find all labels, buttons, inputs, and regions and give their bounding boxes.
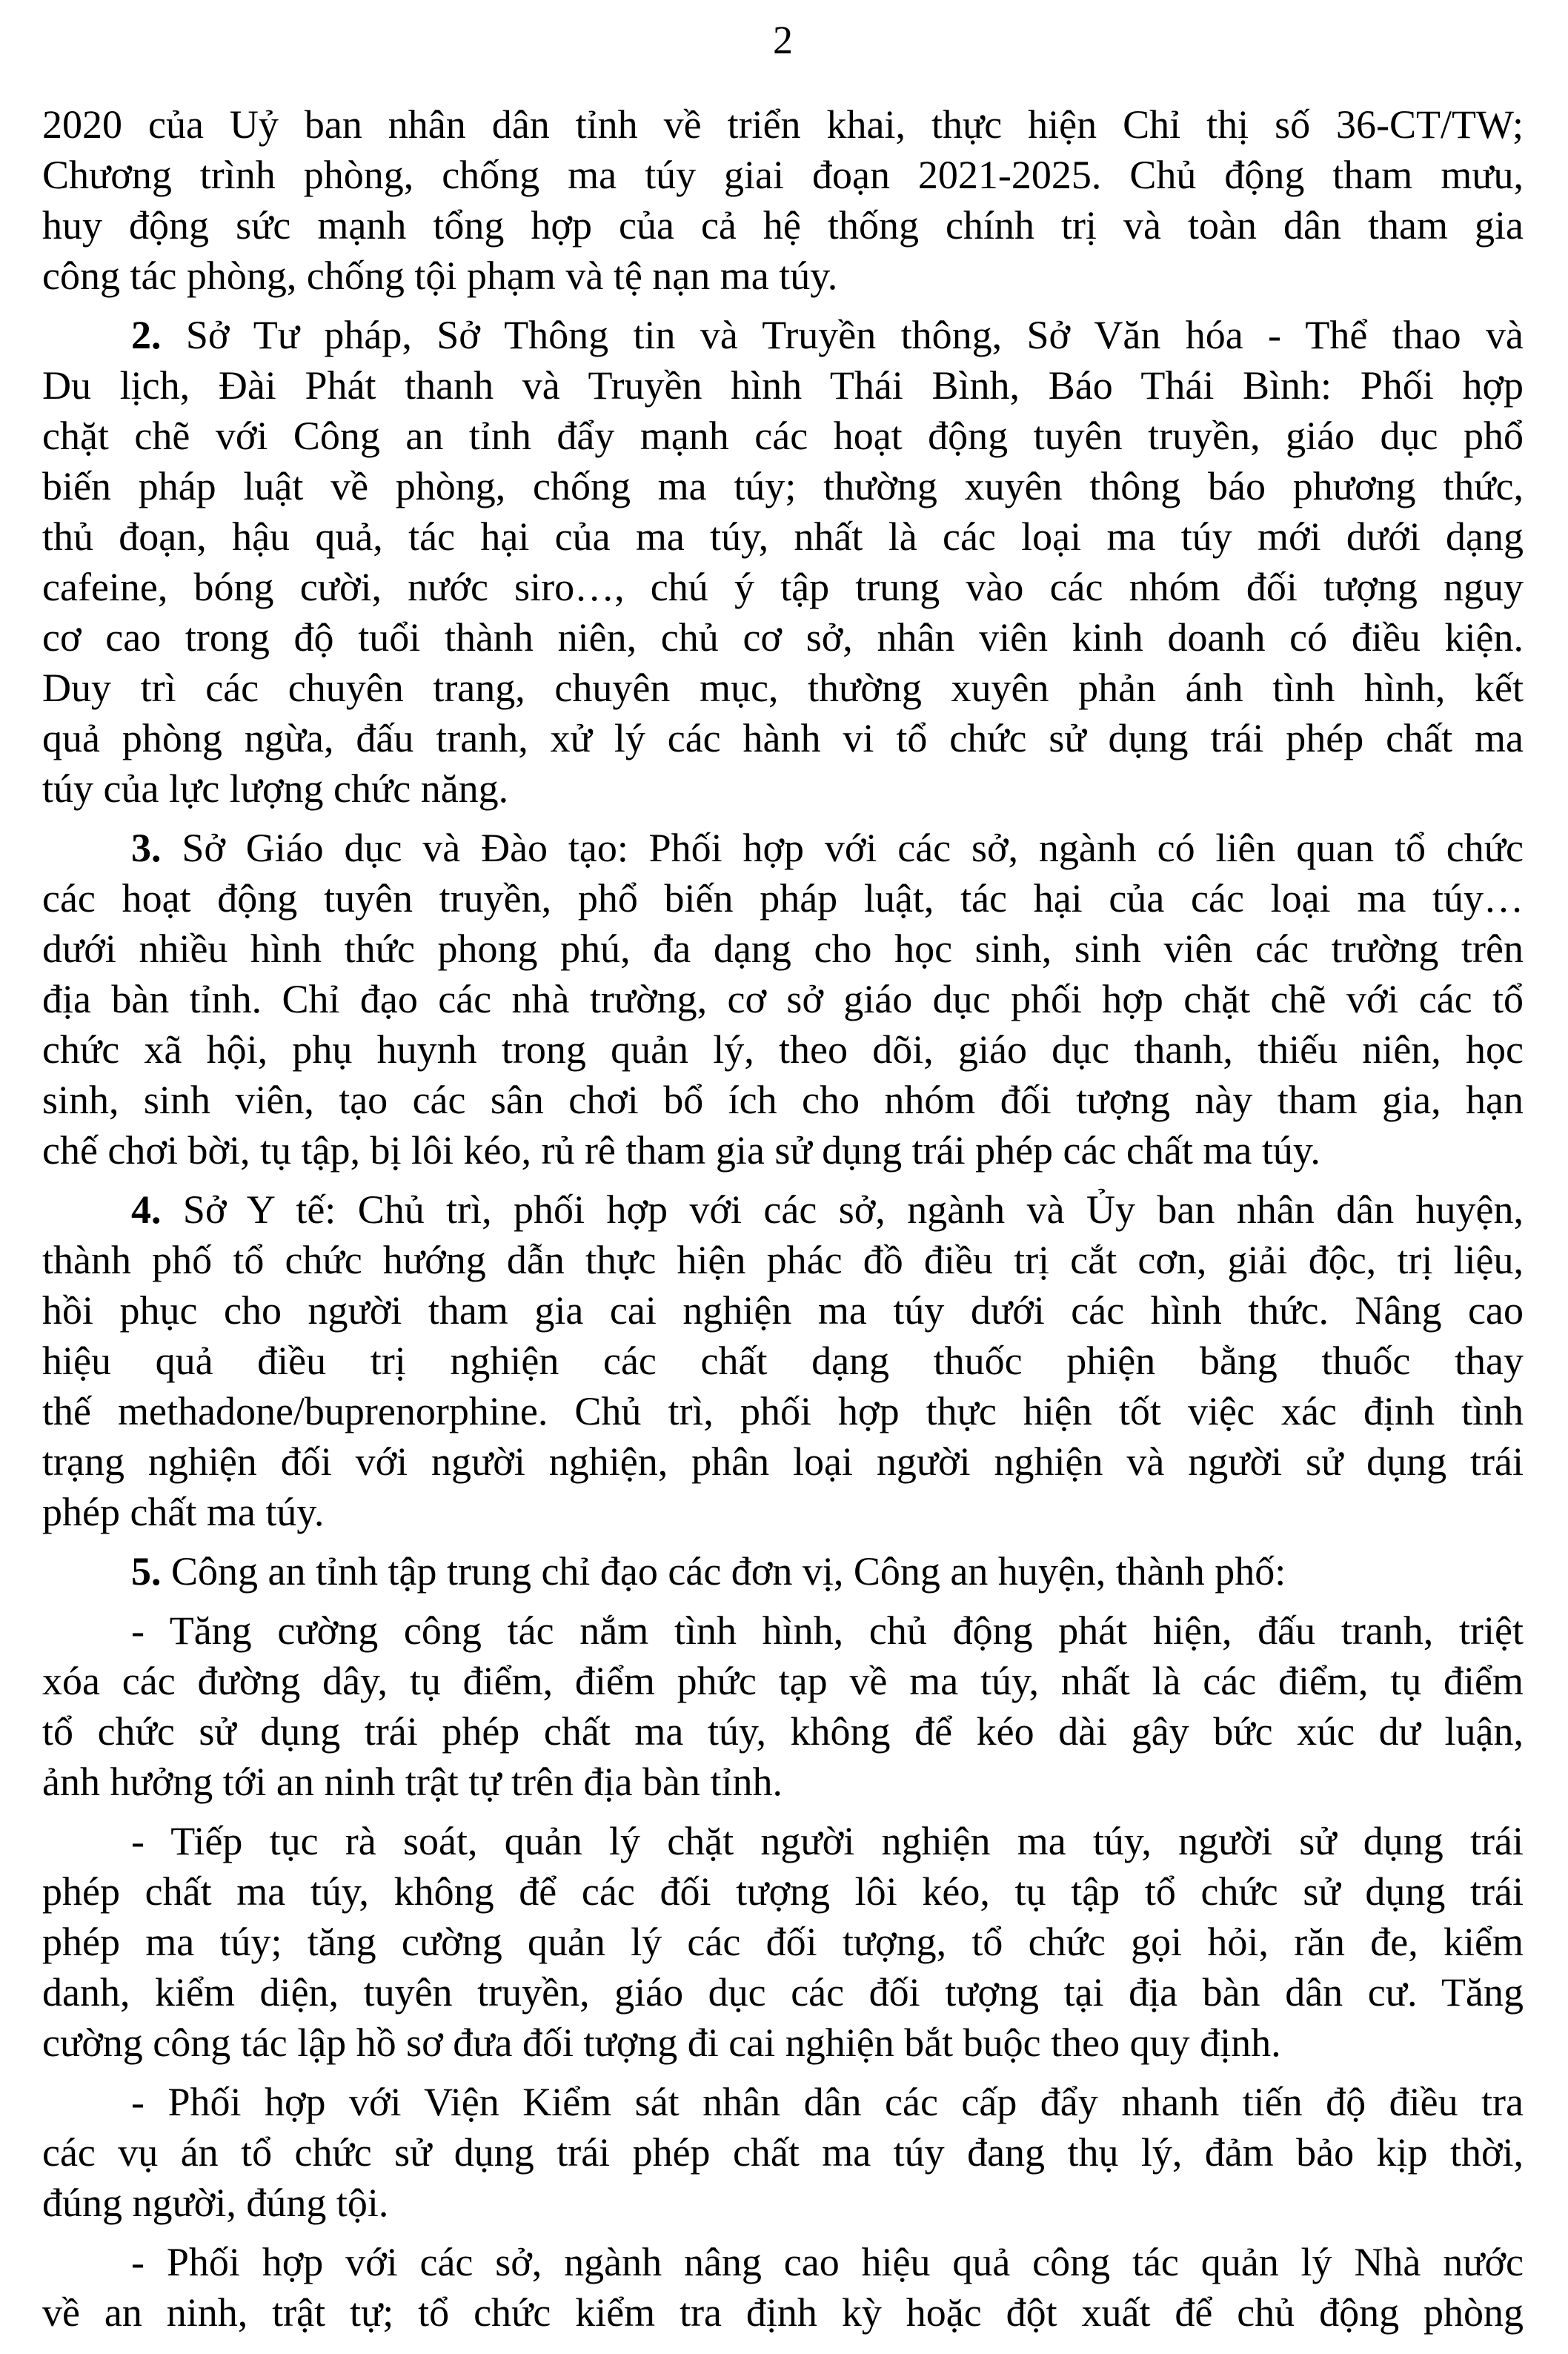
text-line: - Tiếp tục rà soát, quản lý chặt người nghiện ma túy, người sử dụng trái — [131, 1819, 1524, 1863]
text-line: quả phòng ngừa, đấu tranh, xử lý các hành vi tổ chức sử dụng trái phép chất ma — [42, 716, 1524, 760]
section-number: 4. — [131, 1187, 162, 1232]
text-line: thế methadone/buprenorphine. Chủ trì, phối hợp thực hiện tốt việc xác định tình — [42, 1389, 1524, 1433]
text-line: trạng nghiện đối với người nghiện, phân loại người nghiện và người sử dụng trái — [42, 1439, 1524, 1484]
text-line: chức xã hội, phụ huynh trong quản lý, theo dõi, giáo dục thanh, thiếu niên, học — [42, 1027, 1524, 1072]
text-line: phép chất ma túy. — [42, 1490, 325, 1534]
text-line: các hoạt động tuyên truyền, phổ biến pháp luật, tác hại của các loại ma túy… — [42, 876, 1524, 921]
text-line: địa bàn tỉnh. Chỉ đạo các nhà trường, cơ sở giáo dục phối hợp chặt chẽ với các tổ — [42, 977, 1524, 1021]
paragraph-8 — [42, 2077, 1524, 2228]
paragraph-4 — [42, 1184, 1524, 1537]
text-line: công tác phòng, chống tội phạm và tệ nạn ma túy. — [42, 253, 838, 298]
text-line: 2. Sở Tư pháp, Sở Thông tin và Truyền thông, Sở Văn hóa - Thể thao và — [131, 313, 1524, 357]
text-line: các vụ án tổ chức sử dụng trái phép chất ma túy đang thụ lý, đảm bảo kịp thời, — [42, 2130, 1524, 2175]
text-line: Du lịch, Đài Phát thanh và Truyền hình Thái Bình, Báo Thái Bình: Phối hợp — [42, 363, 1524, 408]
text-line: - Phối hợp với Viện Kiểm sát nhân dân các cấp đẩy nhanh tiến độ điều tra — [131, 2080, 1524, 2124]
text-line: 4. Sở Y tế: Chủ trì, phối hợp với các sở, ngành và Ủy ban nhân dân huyện, — [131, 1187, 1524, 1232]
text-line: chế chơi bời, tụ tập, bị lôi kéo, rủ rê tham gia sử dụng trái phép các chất ma túy. — [42, 1128, 1320, 1173]
text-line: Duy trì các chuyên trang, chuyên mục, thường xuyên phản ánh tình hình, kết — [42, 666, 1524, 710]
paragraph-5 — [42, 1546, 1524, 1597]
text-line: tổ chức sử dụng trái phép chất ma túy, không để kéo dài gây bức xúc dư luận, — [42, 1709, 1524, 1754]
text-line: xóa các đường dây, tụ điểm, điểm phức tạp về ma túy, nhất là các điểm, tụ điểm — [42, 1659, 1524, 1703]
text-line: - Phối hợp với các sở, ngành nâng cao hiệu quả công tác quản lý Nhà nước — [131, 2240, 1524, 2284]
document-body — [42, 99, 1524, 2338]
text-line: biến pháp luật về phòng, chống ma túy; thường xuyên thông báo phương thức, — [42, 464, 1524, 508]
text-line: túy của lực lượng chức năng. — [42, 766, 509, 811]
text-line: Chương trình phòng, chống ma túy giai đoạn 2021-2025. Chủ động tham mưu, — [42, 153, 1524, 197]
text-line: phép chất ma túy, không để các đối tượng lôi kéo, tụ tập tổ chức sử dụng trái — [42, 1869, 1524, 1914]
text-line: huy động sức mạnh tổng hợp của cả hệ thống chính trị và toàn dân tham gia — [42, 203, 1524, 248]
text-line: 5. Công an tỉnh tập trung chỉ đạo các đơn vị, Công an huyện, thành phố: — [131, 1549, 1286, 1594]
text-line: thành phố tổ chức hướng dẫn thực hiện phác đồ điều trị cắt cơn, giải độc, trị liệu, — [42, 1238, 1524, 1282]
paragraph-3 — [42, 823, 1524, 1176]
text-line: cafeine, bóng cười, nước siro…, chú ý tập trung vào các nhóm đối tượng nguy — [42, 565, 1524, 609]
text-line: - Tăng cường công tác nắm tình hình, chủ động phát hiện, đấu tranh, triệt — [131, 1608, 1524, 1653]
text-line: hiệu quả điều trị nghiện các chất dạng thuốc phiện bằng thuốc thay — [42, 1339, 1524, 1383]
text-line: cơ cao trong độ tuổi thành niên, chủ cơ sở, nhân viên kinh doanh có điều kiện. — [42, 615, 1524, 660]
text-line: thủ đoạn, hậu quả, tác hại của ma túy, nhất là các loại ma túy mới dưới dạng — [42, 514, 1524, 559]
paragraph-1 — [42, 99, 1524, 301]
text-line: 2020 của Uỷ ban nhân dân tỉnh về triển khai, thực hiện Chỉ thị số 36-CT/TW; — [42, 102, 1524, 147]
paragraph-6 — [42, 1605, 1524, 1807]
paragraph-2 — [42, 310, 1524, 814]
text-line: phép ma túy; tăng cường quản lý các đối tượng, tổ chức gọi hỏi, răn đe, kiểm — [42, 1920, 1524, 1964]
text-line: dưới nhiều hình thức phong phú, đa dạng cho học sinh, sinh viên các trường trên — [42, 926, 1524, 971]
text-line: 3. Sở Giáo dục và Đào tạo: Phối hợp với các sở, ngành có liên quan tổ chức — [131, 826, 1524, 870]
paragraph-7 — [42, 1816, 1524, 2068]
section-number: 3. — [131, 826, 162, 870]
section-number: 2. — [131, 313, 162, 357]
page-number: 2 — [773, 18, 793, 62]
paragraph-9 — [42, 2237, 1524, 2338]
text-line: ảnh hưởng tới an ninh trật tự trên địa bàn tỉnh. — [42, 1760, 783, 1804]
text-line: về an ninh, trật tự; tổ chức kiểm tra định kỳ hoặc đột xuất để chủ động phòng — [42, 2290, 1524, 2335]
text-line: danh, kiểm diện, tuyên truyền, giáo dục các đối tượng tại địa bàn dân cư. Tăng — [42, 1970, 1524, 2015]
text-line: hồi phục cho người tham gia cai nghiện ma túy dưới các hình thức. Nâng cao — [42, 1288, 1524, 1333]
text-line: sinh, sinh viên, tạo các sân chơi bổ ích cho nhóm đối tượng này tham gia, hạn — [42, 1078, 1524, 1122]
section-number: 5. — [131, 1549, 162, 1594]
text-line: cường công tác lập hồ sơ đưa đối tượng đi cai nghiện bắt buộc theo quy định. — [42, 2020, 1281, 2065]
text-line: đúng người, đúng tội. — [42, 2181, 389, 2225]
text-line: chặt chẽ với Công an tỉnh đẩy mạnh các hoạt động tuyên truyền, giáo dục phổ — [42, 414, 1524, 458]
